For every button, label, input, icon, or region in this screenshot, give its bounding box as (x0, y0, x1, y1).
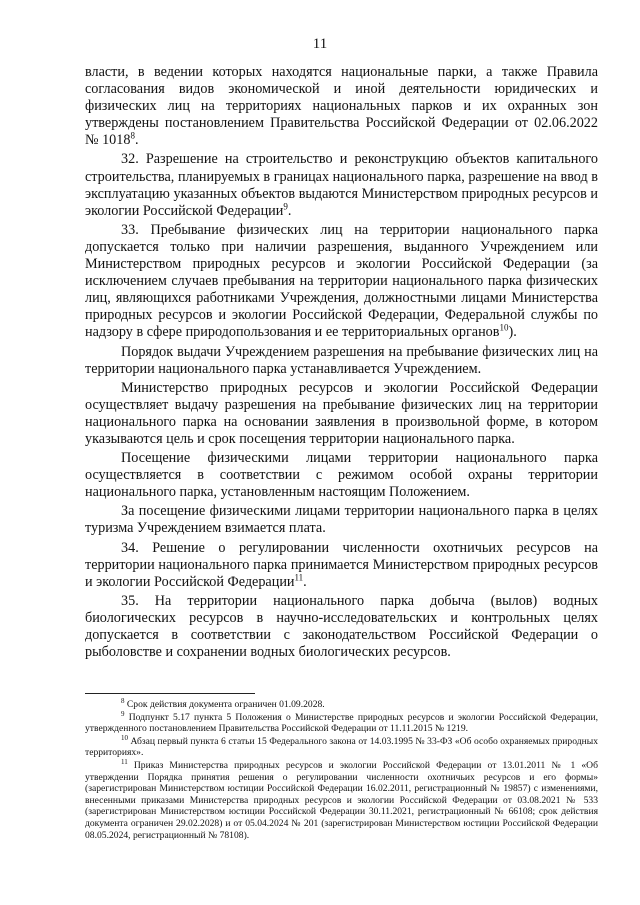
paragraph: Порядок выдачи Учреждением разрешения на пребывание физических лиц на территории национального парка устанавливается Учреждением. (85, 343, 598, 377)
paragraph: Посещение физическими лицами территории национального парка осуществляется в соответствии с режимом особой охраны территории национального парка, установленным настоящим Положением. (85, 450, 598, 501)
footnote: $^8$ Срок действия документа ограничен 01.09.2028. (121, 696, 325, 710)
paragraph: За посещение физическими лицами территории национального парка в целях туризма Учреждением взимается плата. (85, 503, 598, 537)
page-number: 11 (312, 36, 328, 52)
paragraph: 35. На территории национального парка добыча (вылов) водных биологических ресурсов в научно-исследовательских и контрольных целях допускается в соответствии с законодательством Российской Федерации о рыболовстве и сохранении водных биологических ресурсов. (85, 592, 598, 661)
paragraph: власти, в ведении которых находятся национальные парки, а также Правила согласования видов экономической и иной деятельности юридических и физических лиц на территориях национальных парков и их охранных зон утверждены постановлением Правительства Российской Федерации от 02.06.2022 № 1018$^8$. (85, 64, 598, 149)
footnote-ref[interactable]: 8 (130, 130, 135, 141)
paragraph: 34. Решение о регулировании численности охотничьих ресурсов на территории национального парка принимается Министерством природных ресурсов и экологии Российской Федерации$^{11}$. (85, 539, 598, 590)
footnotes (85, 696, 598, 842)
footnote: $^{11}$ Приказ Министерства природных ресурсов и экологии Российской Федерации от 13.01.2011 № 1 «Об утверждении Порядка принятия решения о регулировании численности охотничьих ресурсов и его формы» (зарегистрирован Министерством юстиции Российской Федерации 16.02.2011, регистрационный № 19857) с изменениями, внесенными приказами Министерства природных ресурсов и экологии Российской Федерации от 03.08.2021 № 533 (зарегистрирован Министерством юстиции Российской Федерации 30.11.2021, регистрационный № 66108; срок действия документа ограничен 29.02.2028) и от 05.04.2024 № 201 (зарегистрирован Министерством юстиции Российской Федерации 08.05.2024, регистрационный № 78108). (85, 757, 598, 841)
paragraph: Министерство природных ресурсов и экологии Российской Федерации осуществляет выдачу разрешения на пребывание физических лиц на территории национального парка на основании заявления в произвольной форме, в котором указываются цель и срок посещения территории национального парка. (85, 379, 598, 447)
footnote-ref[interactable]: 9 (283, 201, 288, 212)
footnote: $^{10}$ Абзац первый пункта 6 статьи 15 Федерального закона от 14.03.1995 № 33-ФЗ «Об особо охраняемых природных территориях». (85, 733, 598, 759)
footnote-ref[interactable]: 11 (294, 571, 304, 582)
footnote-separator (85, 693, 255, 694)
body-text (85, 64, 598, 663)
footnote: $^9$ Подпункт 5.17 пункта 5 Положения о Министерстве природных ресурсов и экологии Российской Федерации, утвержденного постановлением Правительства Российской Федерации от 11.11.2015 № 1219. (85, 709, 598, 735)
footnote-ref[interactable]: 10 (499, 322, 509, 333)
paragraph: 32. Разрешение на строительство и реконструкцию объектов капитального строительства, планируемых в границах национального парка, разрешение на ввод в эксплуатацию указанных объектов выдаются Министерством природных ресурсов и экологии Российской Федерации$^9$. (85, 151, 598, 219)
paragraph: 33. Пребывание физических лиц на территории национального парка допускается только при наличии разрешения, выданного Учреждением или Министерством природных ресурсов и экологии Российской Федерации (за исключением случаев пребывания на территории национального парка физических лиц, являющихся работниками Учреждения, должностными лицами Министерства природных ресурсов и экологии Российской Федерации, Федеральной службы по надзору в сфере природопользования и ее территориальных органов$^{10}$). (85, 221, 598, 341)
